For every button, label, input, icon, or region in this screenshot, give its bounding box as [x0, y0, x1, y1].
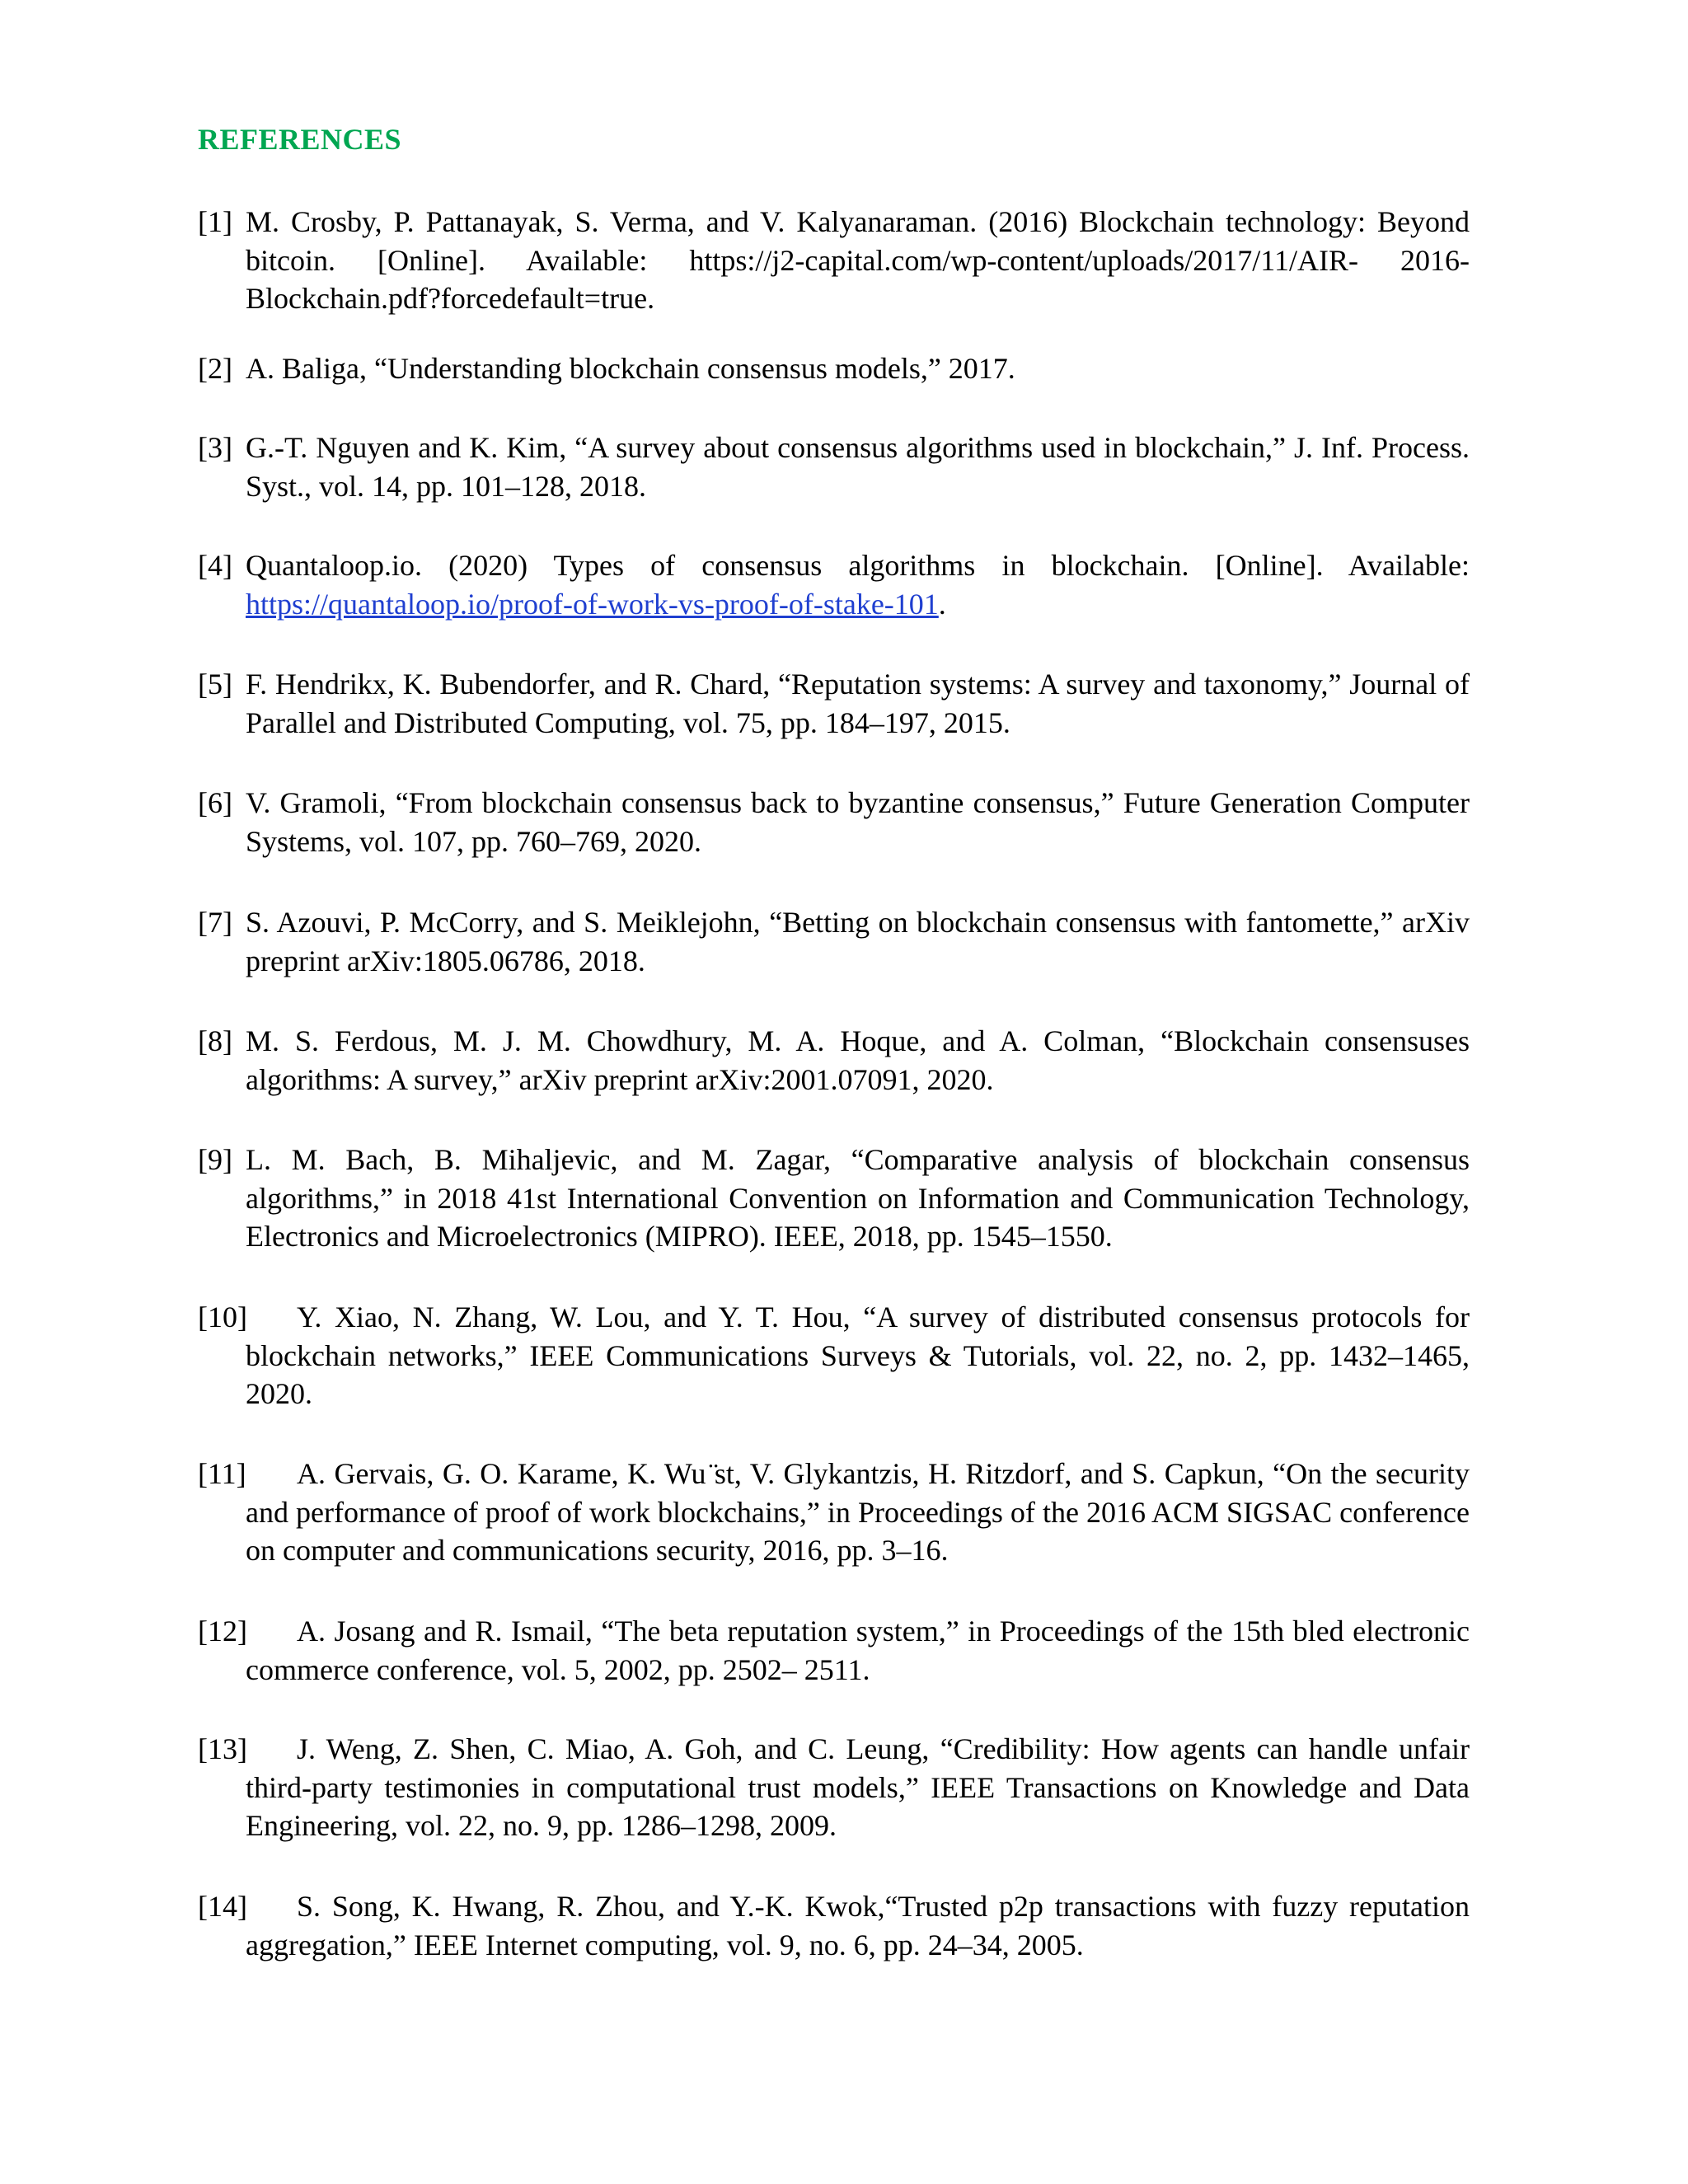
reference-label: [14]	[198, 1890, 247, 1923]
references-heading: REFERENCES	[198, 123, 402, 156]
reference-item	[198, 903, 1470, 980]
reference-item	[198, 665, 1470, 742]
reference-text: A. Gervais, G. O. Karame, K. Wu ̈st, V. Glykantzis, H. Ritzdorf, and S. Capkun, “On the security and performance of proof of work blockchains,” in Proceedings of the 2016 ACM SIGSAC conference on computer and communications security, 2016, pp. 3–16.	[246, 1457, 1470, 1567]
reference-label: [12]	[198, 1615, 247, 1647]
reference-item	[198, 349, 1470, 388]
reference-text: L. M. Bach, B. Mihaljevic, and M. Zagar, “Comparative analysis of blockchain consensus algorithms,” in 2018 41st International Convention on Information and Communication Technology, Electronics and Microelectronics (MIPRO). IEEE, 2018, pp. 1545–1550.	[246, 1143, 1470, 1253]
reference-text-main: Quantaloop.io. (2020) Types of consensus algorithms in blockchain. [Online]. Available:	[246, 549, 1470, 582]
reference-item	[198, 546, 1470, 623]
reference-text: J. Weng, Z. Shen, C. Miao, A. Goh, and C. Leung, “Credibility: How agents can handle unfair third-party testimonies in computational trust models,” IEEE Transactions on Knowledge and Data Engineering, vol. 22, no. 9, pp. 1286–1298, 2009.	[246, 1732, 1470, 1842]
reference-label: [13]	[198, 1732, 247, 1765]
reference-label: [2]	[198, 352, 232, 385]
reference-label: [5]	[198, 668, 232, 701]
reference-item	[198, 1455, 1470, 1570]
reference-item	[198, 1887, 1470, 1964]
reference-link[interactable]: https://quantaloop.io/proof-of-work-vs-proof-of-stake-101	[246, 587, 939, 621]
reference-item	[198, 1298, 1470, 1413]
reference-text: A. Josang and R. Ismail, “The beta reputation system,” in Proceedings of the 15th bled electronic commerce conference, vol. 5, 2002, pp. 2502– 2511.	[246, 1615, 1470, 1686]
reference-text: M. S. Ferdous, M. J. M. Chowdhury, M. A. Hoque, and A. Colman, “Blockchain consensuses algorithms: A survey,” arXiv preprint arXiv:2001.07091, 2020.	[246, 1024, 1470, 1096]
reference-text: Y. Xiao, N. Zhang, W. Lou, and Y. T. Hou, “A survey of distributed consensus protocols for blockchain networks,” IEEE Communications Surveys & Tutorials, vol. 22, no. 2, pp. 1432–1465, 2020.	[246, 1301, 1470, 1410]
reference-label: [6]	[198, 786, 232, 819]
reference-text: F. Hendrikx, K. Bubendorfer, and R. Chard, “Reputation systems: A survey and taxonomy,” Journal of Parallel and Distributed Computing, vol. 75, pp. 184–197, 2015.	[246, 668, 1470, 739]
reference-label: [7]	[198, 906, 232, 939]
reference-item	[198, 784, 1470, 860]
reference-label: [1]	[198, 205, 232, 238]
reference-item	[198, 1022, 1470, 1099]
reference-text: V. Gramoli, “From blockchain consensus back to byzantine consensus,” Future Generation Computer Systems, vol. 107, pp. 760–769, 2020.	[246, 786, 1470, 858]
reference-label: [8]	[198, 1024, 232, 1057]
reference-label: [4]	[198, 549, 232, 582]
reference-text: G.-T. Nguyen and K. Kim, “A survey about consensus algorithms used in blockchain,” J. Inf. Process. Syst., vol. 14, pp. 101–128, 2018.	[246, 431, 1470, 503]
reference-label: [9]	[198, 1143, 232, 1176]
reference-text: A. Baliga, “Understanding blockchain consensus models,” 2017.	[246, 352, 1015, 385]
reference-label: [3]	[198, 431, 232, 464]
reference-text-end: .	[938, 587, 946, 621]
reference-text: S. Song, K. Hwang, R. Zhou, and Y.-K. Kwok,“Trusted p2p transactions with fuzzy reputation aggregation,” IEEE Internet computing, vol. 9, no. 6, pp. 24–34, 2005.	[246, 1890, 1470, 1961]
reference-label: [11]	[198, 1457, 246, 1490]
reference-item	[198, 1141, 1470, 1256]
reference-item	[198, 203, 1470, 318]
reference-label: [10]	[198, 1301, 247, 1333]
reference-text: M. Crosby, P. Pattanayak, S. Verma, and V. Kalyanaraman. (2016) Blockchain technology: Beyond bitcoin. [Online]. Available: https://j2-capital.com/wp-content/uploads/2017/11/AIR- 2016-Blockchain.pdf?forcedefault=true.	[246, 205, 1470, 315]
reference-item	[198, 429, 1470, 505]
reference-item	[198, 1612, 1470, 1689]
reference-text	[246, 546, 1470, 623]
reference-item	[198, 1730, 1470, 1845]
reference-text: S. Azouvi, P. McCorry, and S. Meiklejohn, “Betting on blockchain consensus with fantomette,” arXiv preprint arXiv:1805.06786, 2018.	[246, 906, 1470, 977]
